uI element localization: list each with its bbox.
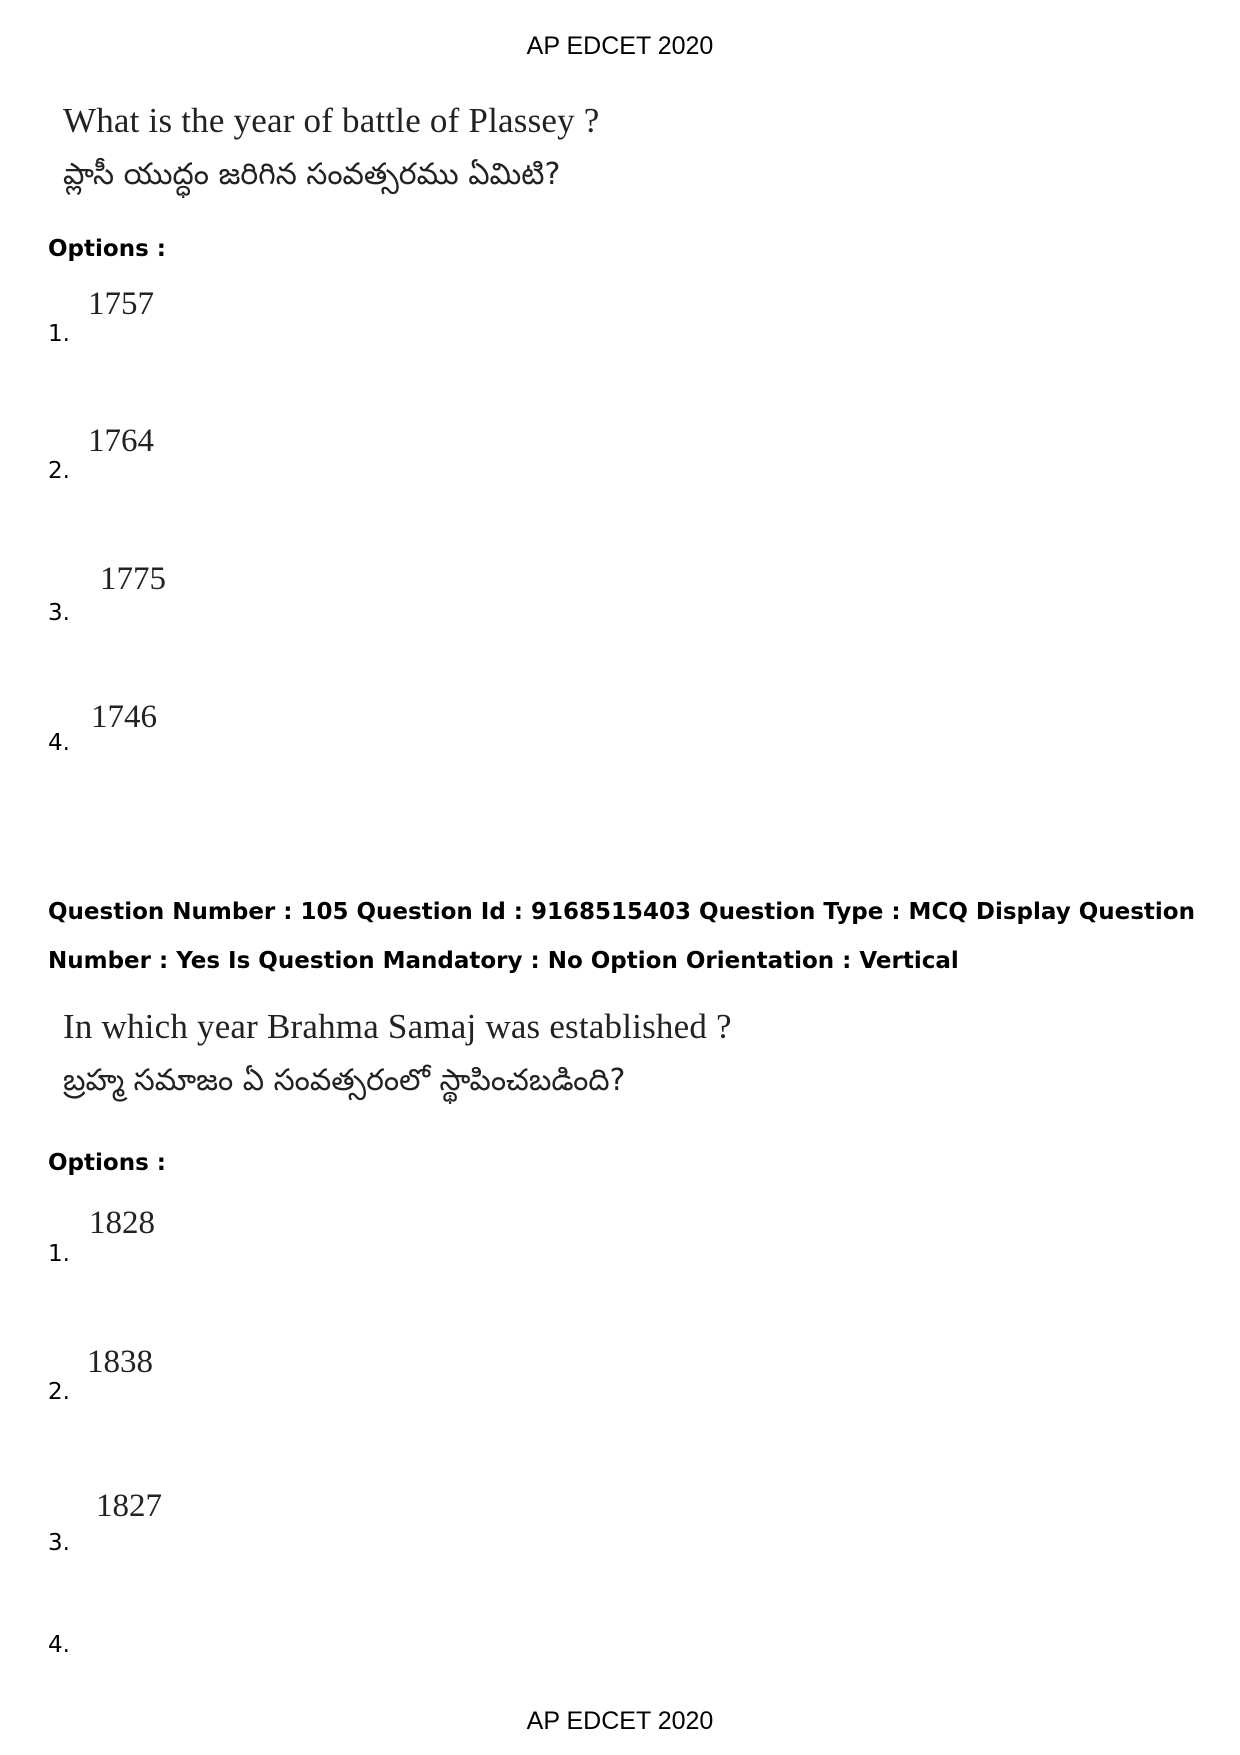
question-1-telugu: ప్లాసీ యుద్ధం జరిగిన సంవత్సరము ఏమిటి? <box>63 157 561 192</box>
option-value: 1746 <box>91 699 157 735</box>
option-number: 2. <box>48 458 70 484</box>
option-value: 1775 <box>100 561 166 597</box>
option-number: 1. <box>48 1241 70 1267</box>
question-2-metadata <box>48 888 1208 986</box>
question-2-text <box>63 1000 732 1108</box>
question-2-metadata-line-2: Number : Yes Is Question Mandatory : No Option Orientation : Vertical <box>48 948 959 974</box>
option-number: 2. <box>48 1379 70 1405</box>
option-value: 1838 <box>87 1344 153 1380</box>
question-1-english: What is the year of battle of Plassey ? <box>63 101 600 140</box>
question-2-telugu: బ్రహ్మ సమాజం ఏ సంవత్సరంలో స్థాపించబడింది? <box>63 1063 626 1098</box>
option-value: 1764 <box>88 423 154 459</box>
option-number: 1. <box>48 321 70 347</box>
option-value: 1827 <box>96 1488 162 1524</box>
question-1-options-label: Options : <box>48 236 166 262</box>
question-2-options-label: Options : <box>48 1150 166 1176</box>
option-number: 4. <box>48 1632 70 1658</box>
page-header-title: AP EDCET 2020 <box>526 32 714 60</box>
page-footer-title: AP EDCET 2020 <box>526 1707 714 1735</box>
option-number: 3. <box>48 1530 70 1556</box>
question-1-text <box>63 94 600 202</box>
option-value: 1757 <box>88 286 154 322</box>
question-2-metadata-line-1: Question Number : 105 Question Id : 9168515403 Question Type : MCQ Display Question <box>48 899 1195 925</box>
option-number: 3. <box>48 600 70 626</box>
option-number: 4. <box>48 730 70 756</box>
question-2-english: In which year Brahma Samaj was established ? <box>63 1007 732 1046</box>
option-value: 1828 <box>89 1205 155 1241</box>
